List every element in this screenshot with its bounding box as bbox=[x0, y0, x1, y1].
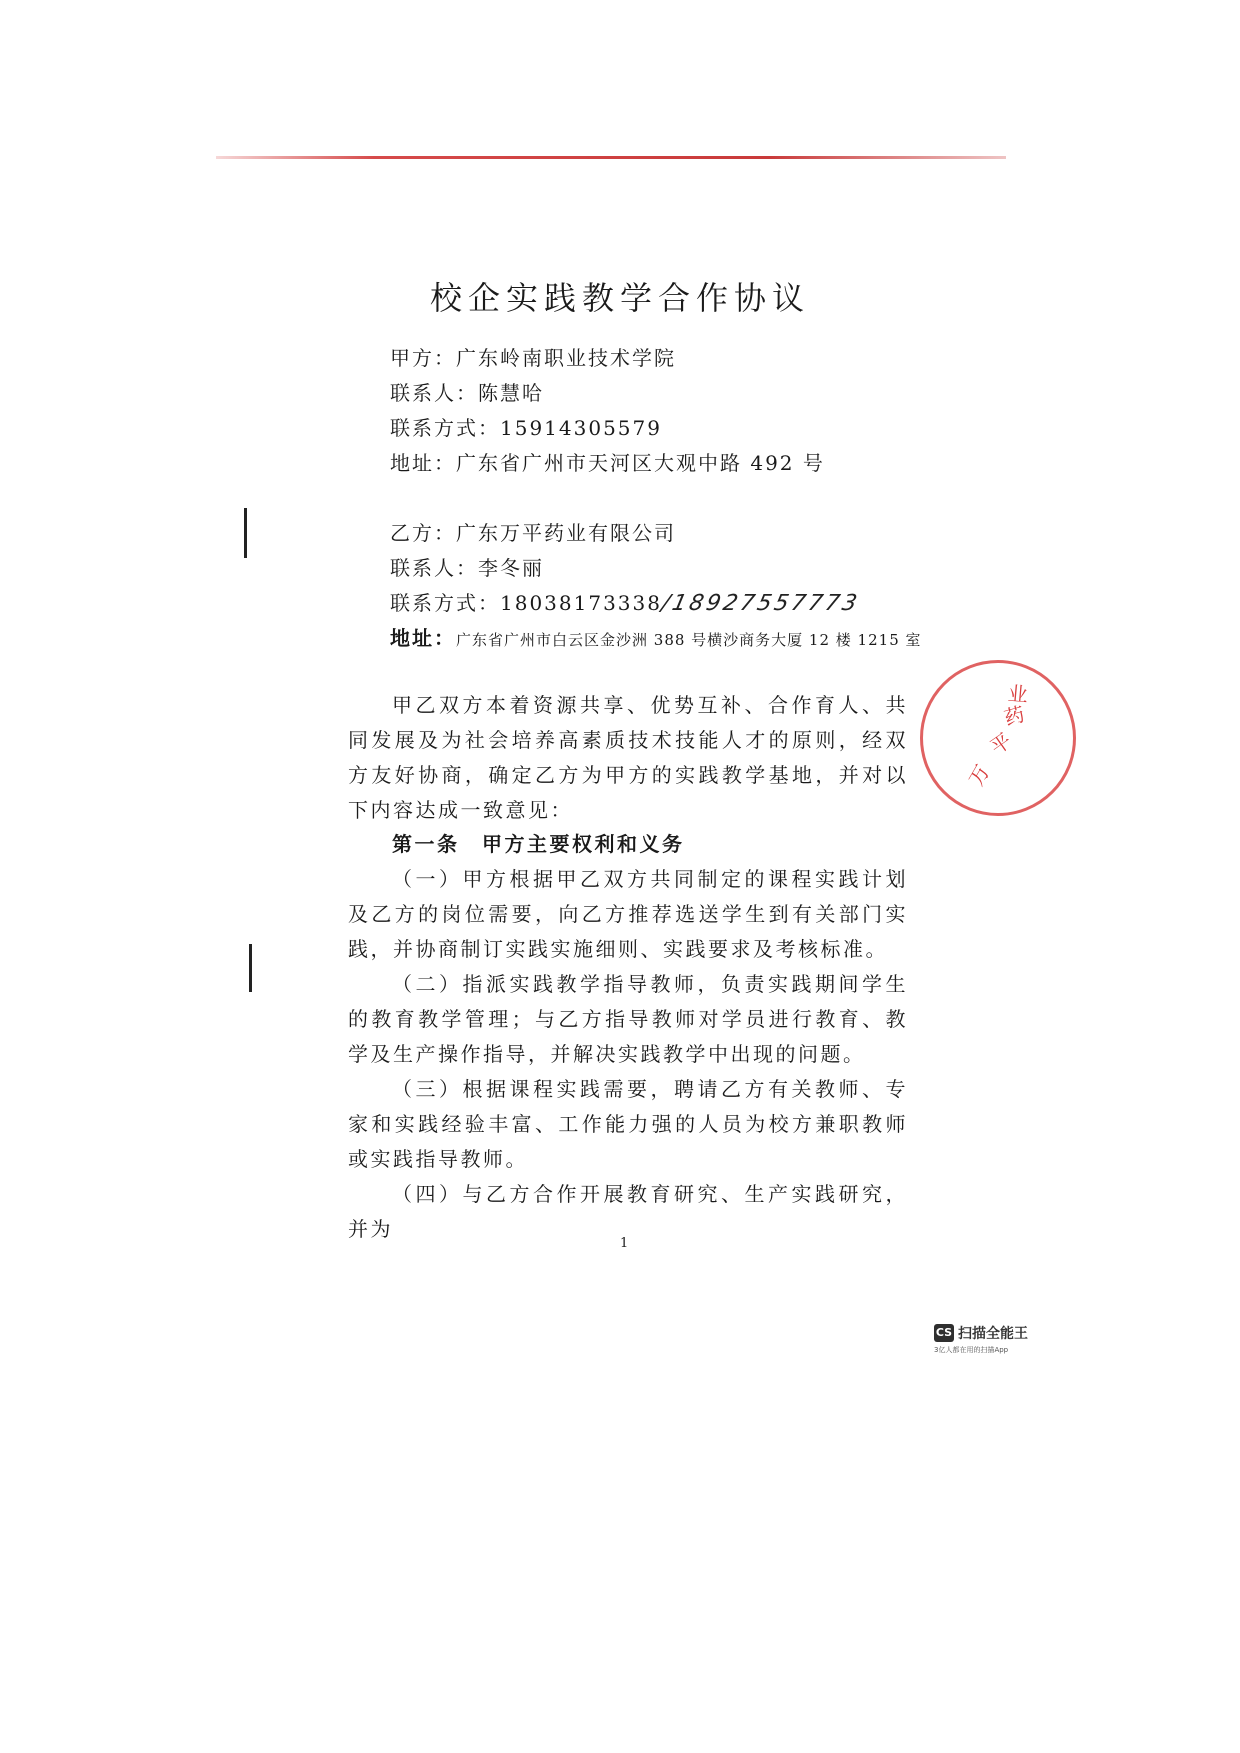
header-red-rule bbox=[216, 156, 1006, 159]
party-a-address: 地址：广东省广州市天河区大观中路 492 号 bbox=[390, 451, 825, 475]
intro-paragraph: 甲乙双方本着资源共享、优势互补、合作育人、共同发展及为社会培养高素质技术技能人才的原则，经双方友好协商，确定乙方为甲方的实践教学基地，并对以下内容达成一致意见： bbox=[348, 693, 908, 822]
seal-char-2: 平 bbox=[985, 728, 1016, 760]
margin-mark-top bbox=[244, 508, 247, 558]
party-b-phone-printed: 联系方式：18038173338 bbox=[390, 591, 662, 615]
party-b-address-value: 广东省广州市白云区金沙洲 388 号横沙商务大厦 12 楼 1215 室 bbox=[456, 631, 922, 649]
scanner-tagline: 3亿人都在用的扫描App bbox=[934, 1345, 1009, 1354]
scanner-logo-icon: CS bbox=[934, 1324, 954, 1342]
party-b-address bbox=[390, 622, 922, 651]
party-b-name: 乙方：广东万平药业有限公司 bbox=[390, 521, 676, 545]
party-a-phone: 联系方式：15914305579 bbox=[390, 416, 662, 440]
party-b-phone-handwritten: /18927557773 bbox=[659, 591, 863, 616]
clause-3: （三）根据课程实践需要，聘请乙方有关教师、专家和实践经验丰富、工作能力强的人员为校方兼职教师或实践指导教师。 bbox=[348, 1077, 908, 1171]
scanner-watermark bbox=[934, 1322, 1028, 1355]
party-b-phone bbox=[390, 587, 863, 616]
clause-4: （四）与乙方合作开展教育研究、生产实践研究，并为 bbox=[348, 1182, 908, 1241]
page-number: 1 bbox=[620, 1236, 629, 1251]
article-1-heading: 第一条 甲方主要权利和义务 bbox=[392, 832, 685, 856]
clause-1: （一）甲方根据甲乙双方共同制定的课程实践计划及乙方的岗位需要，向乙方推荐选送学生到有关部门实践，并协商制订实践实施细则、实践要求及考核标准。 bbox=[348, 867, 908, 961]
clause-2: （二）指派实践教学指导教师，负责实践期间学生的教育教学管理；与乙方指导教师对学员进行教育、教学及生产操作指导，并解决实践教学中出现的问题。 bbox=[348, 972, 908, 1066]
seal-char-3: 药 bbox=[1001, 701, 1028, 731]
party-b-address-label: 地址： bbox=[390, 626, 456, 650]
margin-mark-bottom bbox=[249, 944, 252, 992]
party-b-contact: 联系人：李冬丽 bbox=[390, 556, 544, 580]
party-a-name: 甲方：广东岭南职业技术学院 bbox=[390, 346, 676, 370]
seal-char-1: 万 bbox=[963, 760, 995, 790]
party-a-contact: 联系人：陈慧哈 bbox=[390, 381, 544, 405]
document-title: 校企实践教学合作协议 bbox=[429, 279, 810, 318]
seal-char-4: 业 bbox=[1006, 681, 1029, 707]
scanner-app-name: 扫描全能王 bbox=[958, 1325, 1028, 1342]
